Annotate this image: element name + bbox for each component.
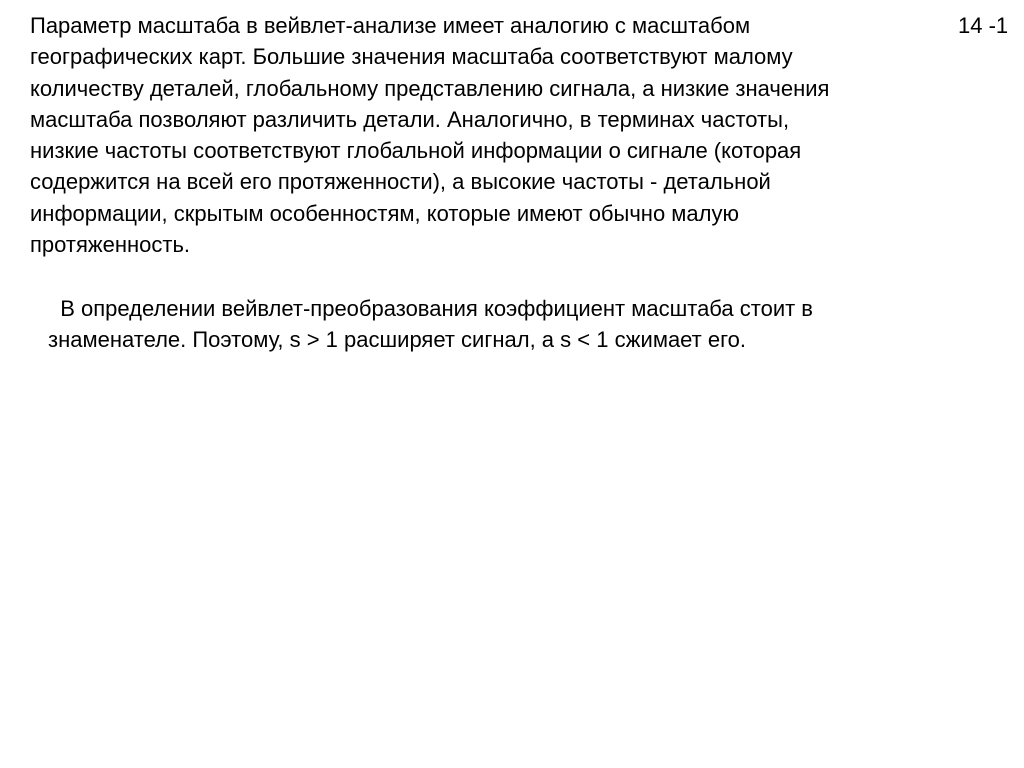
text-line: протяженность. bbox=[30, 232, 191, 258]
text-line: масштаба позволяют различить детали. Аналогично, в терминах частоты, bbox=[30, 106, 790, 132]
text-line: содержится на всей его протяженности), а высокие частоты - детальной bbox=[30, 169, 771, 195]
paragraph-scale-analogy bbox=[30, 10, 990, 260]
text-line: низкие частоты соответствуют глобальной информации о сигнале (которая bbox=[30, 138, 802, 164]
text-line: количеству деталей, глобальному представлению сигнала, а низкие значения bbox=[30, 75, 830, 101]
text-line: В определении вейвлет-преобразования коэффициент масштаба стоит в bbox=[48, 296, 813, 321]
paragraph-scale-coefficient bbox=[48, 293, 968, 356]
text-line: знаменателе. Поэтому, s > 1 расширяет сигнал, а s < 1 сжимает его. bbox=[48, 327, 746, 353]
text-line: Параметр масштаба в вейвлет-анализе имеет аналогию с масштабом bbox=[30, 13, 751, 38]
text-line: географических карт. Большие значения масштаба соответствуют малому bbox=[30, 44, 793, 70]
slide-number: 14 -1 bbox=[958, 13, 1009, 38]
text-line: информации, скрытым особенностям, которые имеют обычно малую bbox=[30, 200, 739, 226]
